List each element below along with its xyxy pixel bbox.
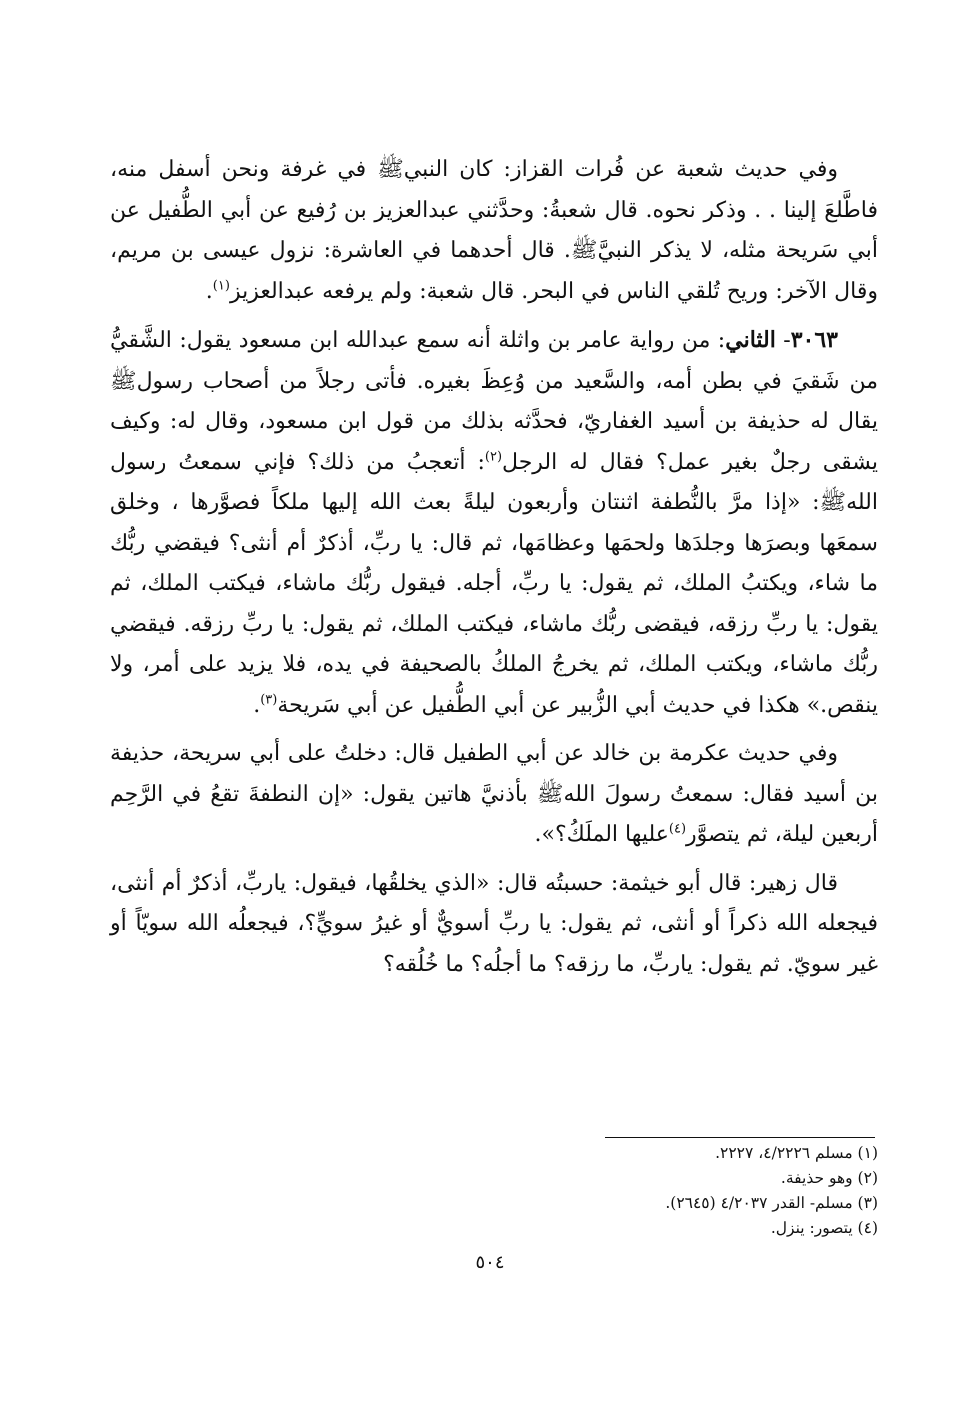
footnote-3: (٣) مسلم- القدر ٤/٢٠٣٧ (٢٦٤٥).	[665, 1194, 878, 1212]
hadith-dash: -	[775, 328, 791, 353]
page-body	[110, 150, 878, 993]
paragraph-1	[110, 150, 878, 312]
footnote-2: (٢) وهو حذيفة.	[780, 1169, 878, 1187]
page-number: ٥٠٤	[475, 1252, 505, 1273]
hadith-3063	[110, 320, 878, 726]
hadith-text-b: : أتعجبُ من ذلك؟ فإني سمعتُ رسول اللهﷺ: «إذا مرَّ بالنُّطفة اثنتان وأربعون ليلةً بعث الله إليها ملكاً فصوَّرها ، وخلق سمعَها وبصرَها وجلدَها ولحمَها وعظامَها، ثم قال: يا ربِّ، أذكرٌ أم أنثى؟ فيقضي ربُّك ما شاء، ويكتبُ الملك، ثم يقول: يا ربِّ، أجله. فيقول ربُّك ماشاء، فيكتب الملك، ثم يقول: يا ربِّ رزقه، فيقضى ربُّك ماشاء، فيكتب الملك، ثم يقول: يا ربِّ رزقه. فيقضي ربُّك ماشاء، ويكتب الملك، ثم يخرجُ الملكُ بالصحيفة في يده، فلا يزيد على أمر، ولا ينقص.» هكذا في حديث أبي الزُّبير عن أبي الطُّفيل عن أبي سَريحة	[110, 449, 878, 718]
footnote-ref-1[interactable]: (١)	[212, 278, 230, 294]
paragraph-3	[110, 734, 878, 856]
footnotes	[118, 1141, 878, 1241]
hadith-number: ٣٠٦٣	[790, 327, 838, 353]
paragraph-4-text: قال زهير: قال أبو خيثمة: حسبتُه قال: «الذي يخلقُها، فيقول: ياربِّ، أذكرٌ أم أنثى، فيجعله الله ذكراً أو أنثى، ثم يقول: يا ربِّ أسويٌّ أو غيرُ سويٍّ؟، فيجعلُه الله سويّاً أو غير سويّ. ثم يقول: ياربِّ، ما رزقه؟ ما أجلُه؟ ما خُلُقه؟	[110, 870, 878, 977]
footnote-divider	[605, 1137, 875, 1138]
paragraph-1-text: وفي حديث شعبة عن فُرات القزاز: كان النبيﷺ في غرفة ونحن أسفل منه، فاطَّلعَ إلينا . . وذكر نحوه. قال شعبةُ: وحدَّثني عبدالعزيز بن رُفيع عن أبي الطُّفيل عن أبي سَريحة مثله، لا يذكر النبيَّﷺ. قال أحدهما في العاشرة: نزول عيسى بن مريم، وقال الآخر: وريح تُلقي الناس في البحر. قال شعبة: ولم يرفعه عبدالعزيز	[110, 157, 878, 304]
paragraph-4	[110, 864, 878, 986]
footnote-ref-4[interactable]: (٤)	[668, 821, 687, 837]
footnote-ref-2[interactable]: (٢)	[484, 449, 503, 465]
paragraph-1-end: .	[205, 278, 213, 304]
paragraph-3-text-a: وفي حديث عكرمة بن خالد عن أبي الطفيل قال: دخلتُ على أبي سريحة، حذيفة بن أسيد فقال: سمعتُ رسولَ اللهﷺ بأذنيَّ هاتين يقول: «إن النطفةَ تقعُ في الرَّحِم أربعين ليلة، ثم يتصوَّر	[110, 741, 878, 847]
footnote-4: (٤) يتصور: ينزل.	[770, 1219, 878, 1237]
hadith-label: الثاني	[725, 327, 776, 353]
hadith-text-a: : من رواية عامر بن واثلة أنه سمع عبدالله ابن مسعود يقول: الشَّقيُّ من شَقيَ في بطن أمه، والسَّعيد من وُعِظَ بغيره. فأتى رجلاً من أصحاب رسولﷺ يقال له حذيفة بن أسيد الغفاريّ، فحدَّثه بذلك من قول ابن مسعود، وقال له: وكيف يشقى رجلٌ بغير عمل؟ فقال له الرجل	[110, 328, 878, 475]
footnote-ref-3[interactable]: (٣)	[260, 692, 278, 708]
footnote-1: (١) مسلم ٤/٢٢٢٦، ٢٢٢٧.	[715, 1144, 878, 1162]
hadith-end: .	[253, 692, 261, 718]
paragraph-3-text-b: عليها الملَكُ؟».	[534, 822, 669, 847]
